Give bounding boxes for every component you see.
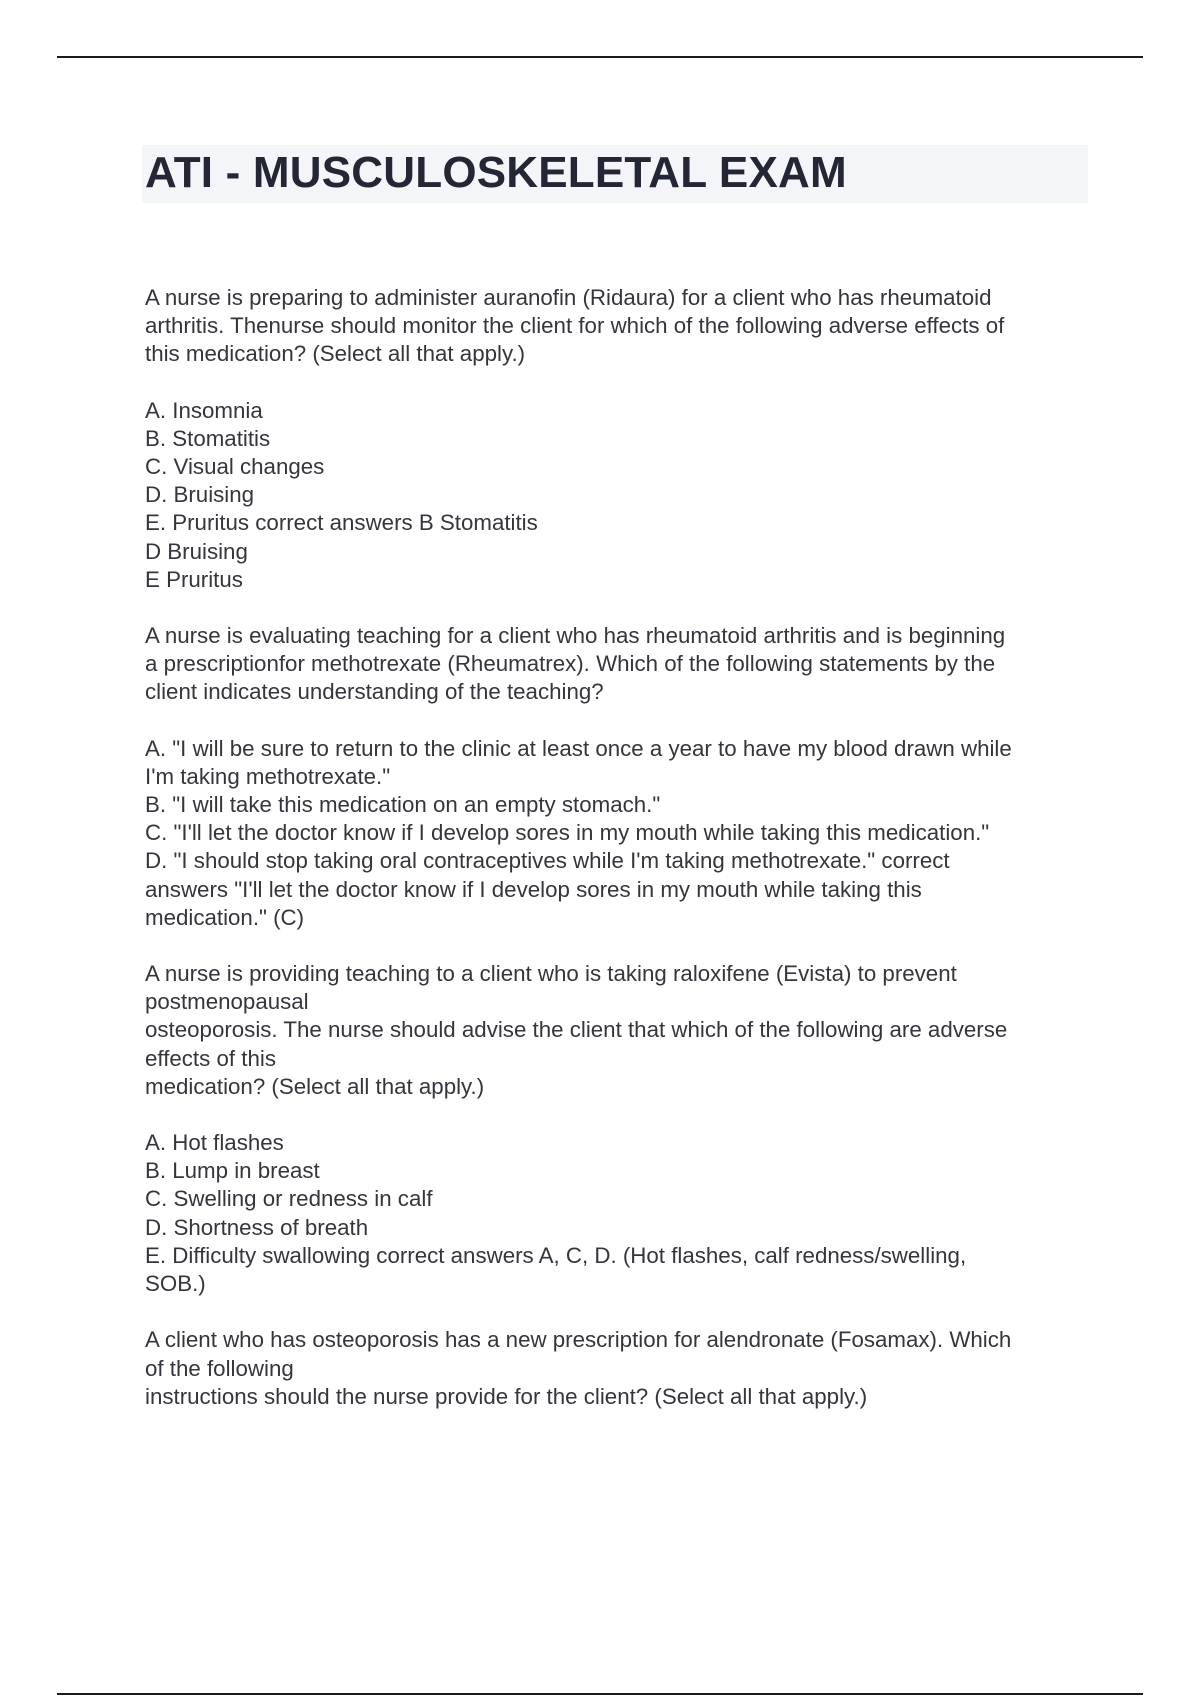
option-line: C. "I'll let the doctor know if I develop sores in my mouth while taking this medication." — [145, 820, 990, 846]
option-line: C. Swelling or redness in calf — [145, 1186, 433, 1212]
question-line: of the following — [145, 1355, 294, 1381]
question-line: A nurse is evaluating teaching for a client who has rheumatoid arthritis and is beginning — [145, 623, 1006, 649]
question-line: client indicates understanding of the teaching? — [145, 679, 604, 705]
page-title: ATI - MUSCULOSKELETAL EXAM — [145, 148, 847, 197]
question-text — [145, 960, 1095, 1101]
question-line: effects of this — [145, 1045, 276, 1071]
option-line: A. Hot flashes — [145, 1130, 284, 1156]
question-line: instructions should the nurse provide for the client? (Select all that apply.) — [145, 1383, 868, 1409]
answer-options — [145, 397, 1095, 594]
option-line: SOB.) — [145, 1271, 206, 1297]
option-line: B. Stomatitis — [145, 425, 271, 451]
question-line: a prescriptionfor methotrexate (Rheumatrex). Which of the following statements by the — [145, 651, 996, 677]
question-text — [145, 284, 1095, 369]
option-line: E. Pruritus correct answers B Stomatitis — [145, 510, 538, 536]
option-line: A. Insomnia — [145, 397, 263, 423]
option-line: D. "I should stop taking oral contraceptives while I'm taking methotrexate." correct — [145, 848, 950, 874]
top-divider — [57, 56, 1143, 58]
question-text — [145, 1326, 1095, 1411]
answer-options — [145, 735, 1095, 932]
answer-options — [145, 1129, 1095, 1298]
option-line: answers "I'll let the doctor know if I develop sores in my mouth while taking this — [145, 876, 922, 902]
question-line: arthritis. Thenurse should monitor the client for which of the following adverse effects of — [145, 313, 1005, 339]
option-line: D Bruising — [145, 538, 248, 564]
option-line: A. "I will be sure to return to the clinic at least once a year to have my blood drawn while — [145, 735, 1012, 761]
document-body — [145, 284, 1095, 1439]
option-line: D. Shortness of breath — [145, 1214, 369, 1240]
question-line: A client who has osteoporosis has a new prescription for alendronate (Fosamax). Which — [145, 1327, 1012, 1353]
question-line: A nurse is preparing to administer auranofin (Ridaura) for a client who has rheumatoid — [145, 285, 992, 310]
question-line: postmenopausal — [145, 989, 309, 1015]
option-line: E Pruritus — [145, 566, 243, 592]
option-line: B. "I will take this medication on an empty stomach." — [145, 792, 661, 818]
option-line: I'm taking methotrexate." — [145, 763, 391, 789]
option-line: C. Visual changes — [145, 454, 325, 480]
question-text — [145, 622, 1095, 707]
question-line: this medication? (Select all that apply.) — [145, 341, 526, 367]
bottom-divider — [57, 1693, 1143, 1695]
option-line: E. Difficulty swallowing correct answers A, C, D. (Hot flashes, calf redness/swelling, — [145, 1242, 967, 1268]
question-line: A nurse is providing teaching to a client who is taking raloxifene (Evista) to prevent — [145, 961, 957, 987]
option-line: B. Lump in breast — [145, 1158, 320, 1184]
question-line: medication? (Select all that apply.) — [145, 1073, 485, 1099]
option-line: medication." (C) — [145, 904, 305, 930]
option-line: D. Bruising — [145, 482, 255, 508]
question-line: osteoporosis. The nurse should advise the client that which of the following are adverse — [145, 1017, 1008, 1043]
